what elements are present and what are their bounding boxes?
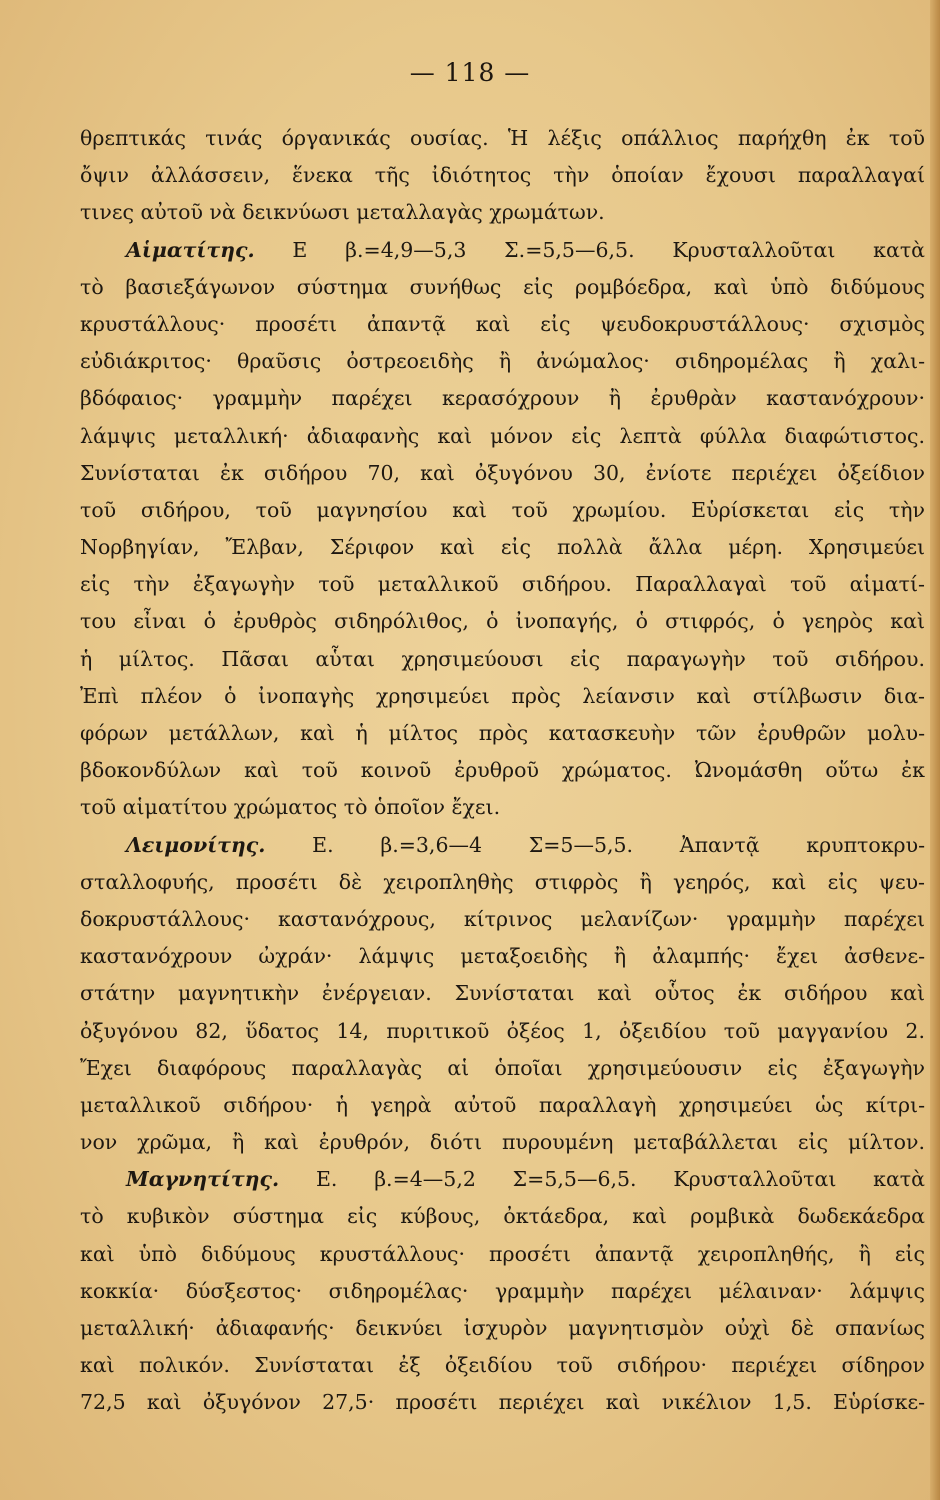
text-line: [80, 120, 925, 157]
text-line: [80, 715, 925, 752]
text-line: [80, 1273, 925, 1310]
text-line: [80, 1347, 925, 1384]
line-text: 72,5 καὶ ὀξυγόνον 27,5· προσέτι περιέχει καὶ νικέλιον 1,5. Εὑρίσκε-: [80, 1390, 925, 1415]
line-text: Ἔχει διαφόρους παραλλαγὰς αἱ ὁποῖαι χρησιμεύουσιν εἰς ἐξαγωγὴν: [80, 1055, 925, 1080]
line-text: ὀξυγόνου 82, ὕδατος 14, πυριτικοῦ ὀξέος 1, ὀξειδίου τοῦ μαγγανίου 2.: [80, 1018, 925, 1043]
line-text: σταλλοφυής, προσέτι δὲ χειροπληθὴς στιφρὸς ἢ γεηρός, καὶ εἰς ψευ-: [80, 869, 925, 894]
section-start-line: [80, 1161, 925, 1198]
text-line: [80, 157, 925, 194]
line-text: καὶ πολικόν. Συνίσταται ἐξ ὀξειδίου τοῦ σιδήρου· περιέχει σίδηρον: [80, 1353, 925, 1378]
text-line: [80, 380, 925, 417]
line-text: θρεπτικάς τινάς όργανικάς ουσίας. Ἡ λέξις οπάλλιος παρήχθη ἐκ τοῦ: [80, 126, 925, 150]
text-line: [80, 1050, 925, 1087]
line-text: τὸ βασιεξάγωνον σύστημα συνήθως εἰς ρομβόεδρα, καὶ ὑπὸ διδύμους: [80, 274, 925, 299]
line-text: Ἐπὶ πλέον ὁ ἰνοπαγὴς χρησιμεύει πρὸς λείανσιν καὶ στίλβωσιν δια-: [80, 683, 925, 708]
text-line: [80, 566, 925, 603]
line-text: δοκρυστάλλους· καστανόχρους, κίτρινος μελανίζων· γραμμὴν παρέχει: [80, 906, 925, 931]
line-text: τὸ κυβικὸν σύστημα εἰς κύβους, ὀκτάεδρα, καὶ ρομβικὰ δωδεκάεδρα: [80, 1204, 925, 1229]
line-text: του εἶναι ὁ ἐρυθρὸς σιδηρόλιθος, ὁ ἰνοπαγής, ὁ στιφρός, ὁ γεηρὸς καὶ: [80, 609, 925, 634]
line-text: φόρων μετάλλων, καὶ ἡ μίλτος πρὸς κατασκευὴν τῶν ἐρυθρῶν μολυ-: [80, 721, 925, 745]
text-line: [80, 789, 925, 826]
text-line: [80, 1198, 925, 1235]
mineral-term: Λειμονίτης.: [126, 832, 266, 857]
text-line: [80, 1236, 925, 1273]
line-text: καὶ ὑπὸ διδύμους κρυστάλλους· προσέτι ἀπαντᾷ χειροπληθής, ἢ εἰς: [80, 1241, 925, 1266]
text-line: [80, 1384, 925, 1421]
text-line: [80, 194, 925, 231]
line-text: Νορβηγίαν, Ἔλβαν, Σέριφον καὶ εἰς πολλὰ ἄλλα μέρη. Χρησιμεύει: [80, 535, 925, 560]
text-line: [80, 306, 925, 343]
text-line: [80, 603, 925, 640]
text-line: [80, 938, 925, 975]
text-line: [80, 269, 925, 306]
text-line: [80, 1124, 925, 1161]
text-line: [80, 1087, 925, 1124]
section-start-line: [80, 827, 925, 864]
text-line: [80, 864, 925, 901]
text-line: [80, 901, 925, 938]
text-line: [80, 455, 925, 492]
line-text: τινες αὐτοῦ νὰ δεικνύωσι μεταλλαγὰς χρωμάτων.: [80, 200, 605, 225]
text-line: [80, 343, 925, 380]
text-line: [80, 752, 925, 789]
mineral-term: Αἱματίτης.: [126, 237, 255, 262]
line-text: μεταλλική· ἀδιαφανής· δεικνύει ἰσχυρὸν μαγνητισμὸν οὐχὶ δὲ σπανίως: [80, 1316, 925, 1340]
line-text: κρυστάλλους· προσέτι ἀπαντᾷ καὶ εἰς ψευδοκρυστάλλους· σχισμὸς: [80, 311, 925, 336]
text-line: [80, 641, 925, 678]
line-text: κοκκία· δύσξεστος· σιδηρομέλας· γραμμὴν παρέχει μέλαιναν· λάμψις: [80, 1278, 925, 1303]
section-start-line: [80, 232, 925, 269]
line-text: τοῦ σιδήρου, τοῦ μαγνησίου καὶ τοῦ χρωμίου. Εὑρίσκεται εἰς τὴν: [80, 497, 925, 522]
line-text: ὄψιν ἀλλάσσειν, ἕνεκα τῆς ἰδιότητος τὴν ὁποίαν ἔχουσι παραλλαγαί: [80, 163, 925, 188]
mineral-term: Μαγνητίτης.: [126, 1167, 280, 1192]
line-text: Ε β.=4,9—5,3 Σ.=5,5—6,5. Κρυσταλλοῦται κατὰ: [254, 237, 925, 262]
line-text: βδοκονδύλων καὶ τοῦ κοινοῦ ἐρυθροῦ χρώματος. Ὠνομάσθη οὕτω ἐκ: [80, 758, 925, 783]
line-text: Ε. β.=3,6—4 Σ=5—5,5. Ἀπαντᾷ κρυπτοκρυ-: [265, 832, 925, 857]
line-text: βδόφαιος· γραμμὴν παρέχει κερασόχρουν ἢ ἐρυθρὰν καστανόχρουν·: [80, 386, 925, 411]
text-line: [80, 492, 925, 529]
line-text: καστανόχρουν ὠχράν· λάμψις μεταξοειδὴς ἢ ἀλαμπής· ἔχει ἀσθενε-: [80, 944, 925, 969]
line-text: Ε. β.=4—5,2 Σ=5,5—6,5. Κρυσταλλοῦται κατὰ: [279, 1167, 925, 1192]
line-text: ἡ μίλτος. Πᾶσαι αὗται χρησιμεύουσι εἰς παραγωγὴν τοῦ σιδήρου.: [80, 646, 925, 671]
page-edge: [930, 0, 940, 1500]
text-line: [80, 529, 925, 566]
body-text: [80, 120, 925, 1422]
line-text: Συνίσταται ἐκ σιδήρου 70, καὶ ὀξυγόνου 30, ἐνίοτε περιέχει ὀξείδιον: [80, 460, 925, 485]
line-text: λάμψις μεταλλική· ἀδιαφανὴς καὶ μόνον εἰς λεπτὰ φύλλα διαφώτιστος.: [80, 423, 925, 448]
line-text: εὐδιάκριτος· θραῦσις ὀστρεοειδὴς ἢ ἀνώμαλος· σιδηρομέλας ἢ χαλι-: [80, 349, 925, 374]
line-text: στάτην μαγνητικὴν ἐνέργειαν. Συνίσταται καὶ οὗτος ἐκ σιδήρου καὶ: [80, 981, 925, 1006]
text-line: [80, 975, 925, 1012]
text-line: [80, 1013, 925, 1050]
line-text: τοῦ αἱματίτου χρώματος τὸ ὁποῖον ἔχει.: [80, 795, 501, 820]
text-line: [80, 418, 925, 455]
line-text: εἰς τὴν ἐξαγωγὴν τοῦ μεταλλικοῦ σιδήρου. Παραλλαγαὶ τοῦ αἱματί-: [80, 572, 925, 597]
page-number-header: — 118 —: [409, 58, 531, 87]
text-line: [80, 1310, 925, 1347]
line-text: νον χρῶμα, ἢ καὶ ἐρυθρόν, διότι πυρουμένη μεταβάλλεται εἰς μίλτον.: [80, 1130, 925, 1155]
line-text: μεταλλικοῦ σιδήρου· ἡ γεηρὰ αὐτοῦ παραλλαγὴ χρησιμεύει ὡς κίτρι-: [80, 1092, 925, 1117]
text-line: [80, 678, 925, 715]
